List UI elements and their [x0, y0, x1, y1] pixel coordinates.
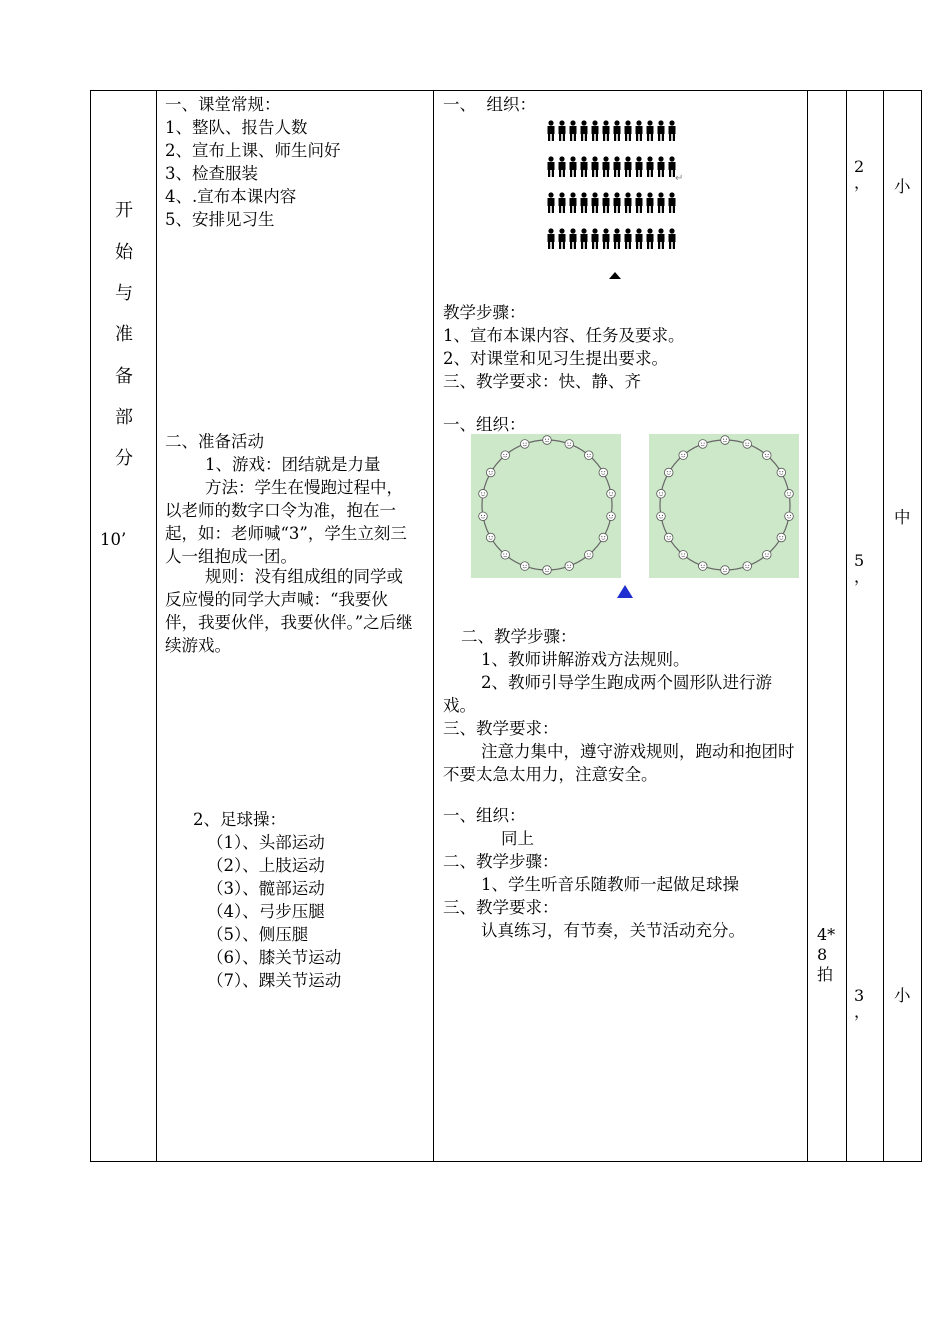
section-char: 部 — [115, 407, 133, 428]
steps3-item: 1、学生听音乐随教师一起做足球操 — [481, 875, 739, 894]
beat-count: 8 — [817, 945, 828, 964]
student-figure-icon — [636, 228, 643, 249]
student-figure-icon — [647, 156, 654, 177]
student-face-icon — [479, 512, 488, 521]
teacher-marker-icon — [603, 272, 627, 279]
student-figure-icon — [658, 156, 665, 177]
routine-item: 2、宣布上课、师生问好 — [165, 141, 341, 160]
exercise-item: （3）、髋部运动 — [207, 879, 325, 898]
student-face-icon — [721, 436, 730, 445]
column-divider — [883, 91, 884, 1161]
student-face-icon — [679, 451, 688, 460]
student-figure-icon — [570, 228, 577, 249]
student-face-icon — [777, 468, 786, 477]
req3-text: 认真练习，有节奏，关节活动充分。 — [481, 921, 745, 940]
routine-item: 5、安排见习生 — [165, 210, 275, 229]
student-face-icon — [607, 489, 616, 498]
student-figure-icon — [669, 120, 676, 141]
student-figure-icon — [636, 120, 643, 141]
section-char: 开 — [115, 200, 133, 221]
field-right — [649, 434, 799, 578]
student-face-icon — [743, 440, 752, 449]
student-figure-icon — [592, 120, 599, 141]
student-face-icon — [501, 451, 510, 460]
steps3-title: 二、教学步骤： — [443, 852, 559, 871]
student-face-icon — [743, 562, 752, 571]
game-method: 方法：学生在慢跑过程中，以老师的数字口令为准，抱在一起，如：老师喊“3”，学生立刻三人一组抱成一团。 — [165, 478, 407, 566]
student-figure-icon — [559, 192, 566, 213]
exercise-title: 2、足球操： — [193, 810, 286, 829]
student-face-icon — [584, 550, 593, 559]
student-figure-icon — [603, 156, 610, 177]
section-char: 分 — [115, 448, 133, 469]
student-figure-icon — [669, 228, 676, 249]
exercise-item: （1）、头部运动 — [207, 833, 325, 852]
student-figure-icon — [603, 120, 610, 141]
teacher-marker-icon — [617, 585, 633, 598]
exercise-item: （7）、踝关节运动 — [207, 971, 342, 990]
student-face-icon — [486, 533, 495, 542]
exercise-item: （4）、弓步压腿 — [207, 902, 325, 921]
student-figure-icon — [570, 156, 577, 177]
time-value: 2 — [854, 157, 865, 176]
steps2-item: 2、教师引导学生跑成两个圆形队进行游戏。 — [443, 673, 772, 715]
lesson-table — [90, 90, 922, 1162]
field-left — [471, 434, 621, 578]
section-char: 始 — [115, 242, 133, 263]
exercise-item: （5）、侧压腿 — [207, 925, 309, 944]
student-face-icon — [785, 512, 794, 521]
student-face-icon — [565, 562, 574, 571]
steps1-item: 1、宣布本课内容、任务及要求。 — [443, 326, 685, 345]
req3-title: 三、教学要求： — [443, 898, 559, 917]
student-face-icon — [543, 436, 552, 445]
student-face-icon — [698, 562, 707, 571]
student-figure-icon — [614, 156, 621, 177]
student-figure-icon — [548, 192, 555, 213]
student-face-icon — [520, 440, 529, 449]
student-figure-icon — [647, 228, 654, 249]
student-figure-icon — [636, 192, 643, 213]
student-face-icon — [657, 512, 666, 521]
student-figure-icon — [559, 120, 566, 141]
beat-count: 拍 — [817, 965, 834, 984]
time-value: 5 — [854, 551, 865, 570]
student-figure-icon — [658, 192, 665, 213]
steps2-item: 1、教师讲解游戏方法规则。 — [481, 650, 690, 669]
student-figure-icon — [625, 228, 632, 249]
student-figure-icon — [647, 192, 654, 213]
student-figure-icon — [581, 192, 588, 213]
student-figure-icon — [658, 120, 665, 141]
student-figure-icon — [570, 192, 577, 213]
section-time: 10’ — [100, 530, 127, 549]
student-face-icon — [520, 562, 529, 571]
student-figure-icon — [559, 156, 566, 177]
time-suffix: ， — [854, 1002, 871, 1021]
prep-title: 二、准备活动 — [165, 432, 264, 451]
student-figure-icon — [614, 120, 621, 141]
student-face-icon — [486, 468, 495, 477]
steps2-title: 二、教学步骤： — [461, 627, 577, 646]
intensity-value: 小 — [894, 986, 911, 1005]
exercise-item: （2）、上肢运动 — [207, 856, 325, 875]
student-figure-icon — [548, 120, 555, 141]
student-figure-icon — [603, 228, 610, 249]
student-face-icon — [664, 468, 673, 477]
time-value: 3 — [854, 986, 865, 1005]
student-face-icon — [785, 489, 794, 498]
svg-text:↵: ↵ — [675, 173, 684, 184]
req2-title: 三、教学要求： — [443, 719, 559, 738]
student-figure-icon — [636, 156, 643, 177]
req1: 三、教学要求：快、静、齐 — [443, 372, 641, 391]
student-face-icon — [501, 550, 510, 559]
steps1-item: 2、对课堂和见习生提出要求。 — [443, 349, 668, 368]
column-divider — [846, 91, 847, 1161]
student-figure-icon — [570, 120, 577, 141]
routine-item: 3、检查服装 — [165, 164, 258, 183]
game-rule: 规则：没有组成组的同学或反应慢的同学大声喊：“我要伙伴，我要伙伴，我要伙伴。”之后继续游戏。 — [165, 567, 413, 655]
student-figure-icon — [592, 228, 599, 249]
steps1-title: 教学步骤： — [443, 303, 526, 322]
column-divider — [807, 91, 808, 1161]
org1-title: 一、 组织： — [443, 95, 536, 114]
student-figure-icon — [592, 156, 599, 177]
student-figure-icon — [614, 228, 621, 249]
student-figure-icon — [658, 228, 665, 249]
student-figure-icon — [669, 192, 676, 213]
student-figure-icon — [625, 192, 632, 213]
student-face-icon — [565, 440, 574, 449]
section-char: 与 — [115, 283, 133, 304]
org3-title: 一、组织： — [443, 806, 526, 825]
circle-game-diagram — [471, 434, 799, 602]
student-figure-icon — [581, 228, 588, 249]
student-rows — [548, 120, 676, 249]
student-face-icon — [584, 451, 593, 460]
game-title: 1、游戏：团结就是力量 — [205, 455, 381, 474]
routine-item: 1、整队、报告人数 — [165, 118, 308, 137]
formation-diagram — [547, 119, 687, 279]
student-figure-icon — [614, 192, 621, 213]
beat-count: 4* — [817, 925, 836, 944]
intensity-value: 中 — [894, 508, 911, 527]
student-figure-icon — [581, 156, 588, 177]
student-face-icon — [543, 566, 552, 575]
student-figure-icon — [548, 156, 555, 177]
time-suffix: ， — [854, 567, 871, 586]
student-face-icon — [607, 512, 616, 521]
student-figure-icon — [625, 120, 632, 141]
org3-text: 同上 — [501, 829, 534, 848]
student-face-icon — [599, 533, 608, 542]
student-face-icon — [664, 533, 673, 542]
student-face-icon — [762, 451, 771, 460]
student-figure-icon — [581, 120, 588, 141]
time-suffix: ， — [854, 173, 871, 192]
student-face-icon — [657, 489, 666, 498]
student-face-icon — [777, 533, 786, 542]
routine-item: 4、.宣布本课内容 — [165, 187, 297, 206]
exercise-item: （6）、膝关节运动 — [207, 948, 342, 967]
student-figure-icon — [592, 192, 599, 213]
routine-title: 一、课堂常规： — [165, 95, 281, 114]
column-divider — [156, 91, 157, 1161]
section-char: 备 — [115, 366, 133, 387]
student-figure-icon — [548, 228, 555, 249]
student-face-icon — [698, 440, 707, 449]
student-figure-icon — [647, 120, 654, 141]
org2-title: 一、组织： — [443, 415, 526, 434]
intensity-value: 小 — [894, 177, 911, 196]
req2-text: 注意力集中，遵守游戏规则，跑动和抱团时不要太急太用力，注意安全。 — [443, 742, 795, 784]
student-face-icon — [599, 468, 608, 477]
student-figure-icon — [559, 228, 566, 249]
student-face-icon — [721, 566, 730, 575]
student-face-icon — [479, 489, 488, 498]
student-face-icon — [679, 550, 688, 559]
student-figure-icon — [625, 156, 632, 177]
section-char: 准 — [115, 324, 133, 345]
student-figure-icon — [603, 192, 610, 213]
column-divider — [433, 91, 434, 1161]
student-face-icon — [762, 550, 771, 559]
